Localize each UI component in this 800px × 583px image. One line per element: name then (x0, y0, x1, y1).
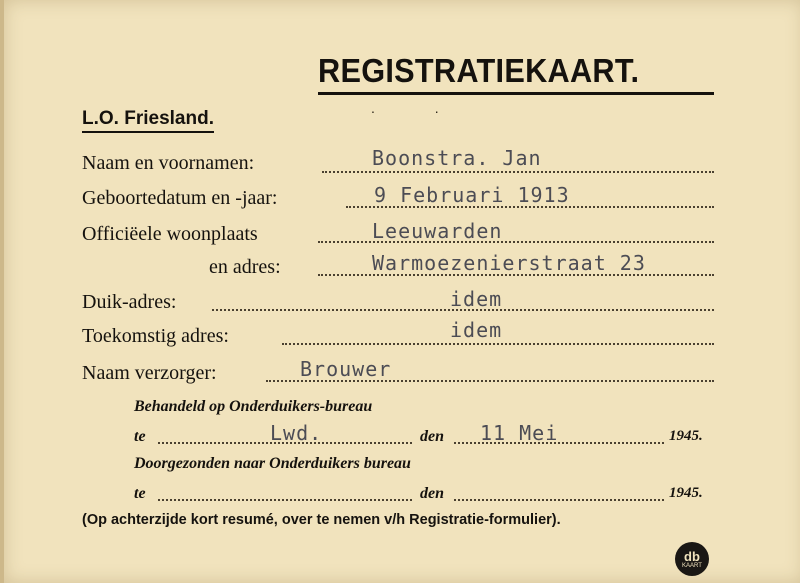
doorgezonden-den-line[interactable] (454, 499, 664, 501)
verzorger-value[interactable]: Brouwer (300, 357, 392, 381)
doorgezonden-te-label: te (134, 485, 146, 502)
naam-label: Naam en voornamen: (82, 152, 255, 174)
doorgezonden-den-label: den (420, 485, 444, 502)
behandeld-den-label: den (420, 428, 444, 445)
doorgezonden-year: 1945. (669, 485, 703, 501)
doorgezonden-te-line[interactable] (158, 499, 412, 501)
organisation-name: L.O. Friesland. (82, 108, 214, 133)
stamp-subtext: KAART (682, 562, 702, 569)
stamp-text: db (684, 548, 700, 564)
behandeld-heading: Behandeld op Onderduikers-bureau (134, 398, 373, 415)
duik-value[interactable]: idem (450, 287, 503, 311)
card-title: REGISTRATIEKAART. (318, 52, 640, 89)
naam-value[interactable]: Boonstra. Jan (372, 146, 542, 170)
toekomstig-label: Toekomstig adres: (82, 325, 229, 347)
behandeld-te-label: te (134, 428, 146, 445)
naam-line (322, 171, 714, 173)
doorgezonden-heading: Doorgezonden naar Onderduikers bureau (134, 455, 411, 472)
geboorte-value[interactable]: 9 Februari 1913 (374, 183, 570, 207)
behandeld-te-value[interactable]: Lwd. (270, 421, 323, 445)
archive-stamp-icon (675, 542, 709, 576)
woonplaats-value[interactable]: Leeuwarden (372, 219, 503, 243)
adres-value[interactable]: Warmoezenierstraat 23 (372, 251, 646, 275)
verzorger-label: Naam verzorger: (82, 362, 217, 384)
adres-label: en adres: (209, 256, 281, 278)
behandeld-den-value[interactable]: 11 Mei (480, 421, 559, 445)
duik-label: Duik-adres: (82, 291, 177, 313)
woonplaats-label: Officiëele woonplaats (82, 223, 258, 245)
toekomstig-line (282, 343, 714, 345)
footnote: (Op achterzijde kort resumé, over te nemen v/h Registratie-formulier). (82, 512, 561, 528)
title-marks: . . (371, 100, 467, 116)
behandeld-year: 1945. (669, 428, 703, 444)
geboorte-label: Geboortedatum en -jaar: (82, 187, 278, 209)
title-underline (318, 92, 714, 95)
toekomstig-value[interactable]: idem (450, 318, 503, 342)
